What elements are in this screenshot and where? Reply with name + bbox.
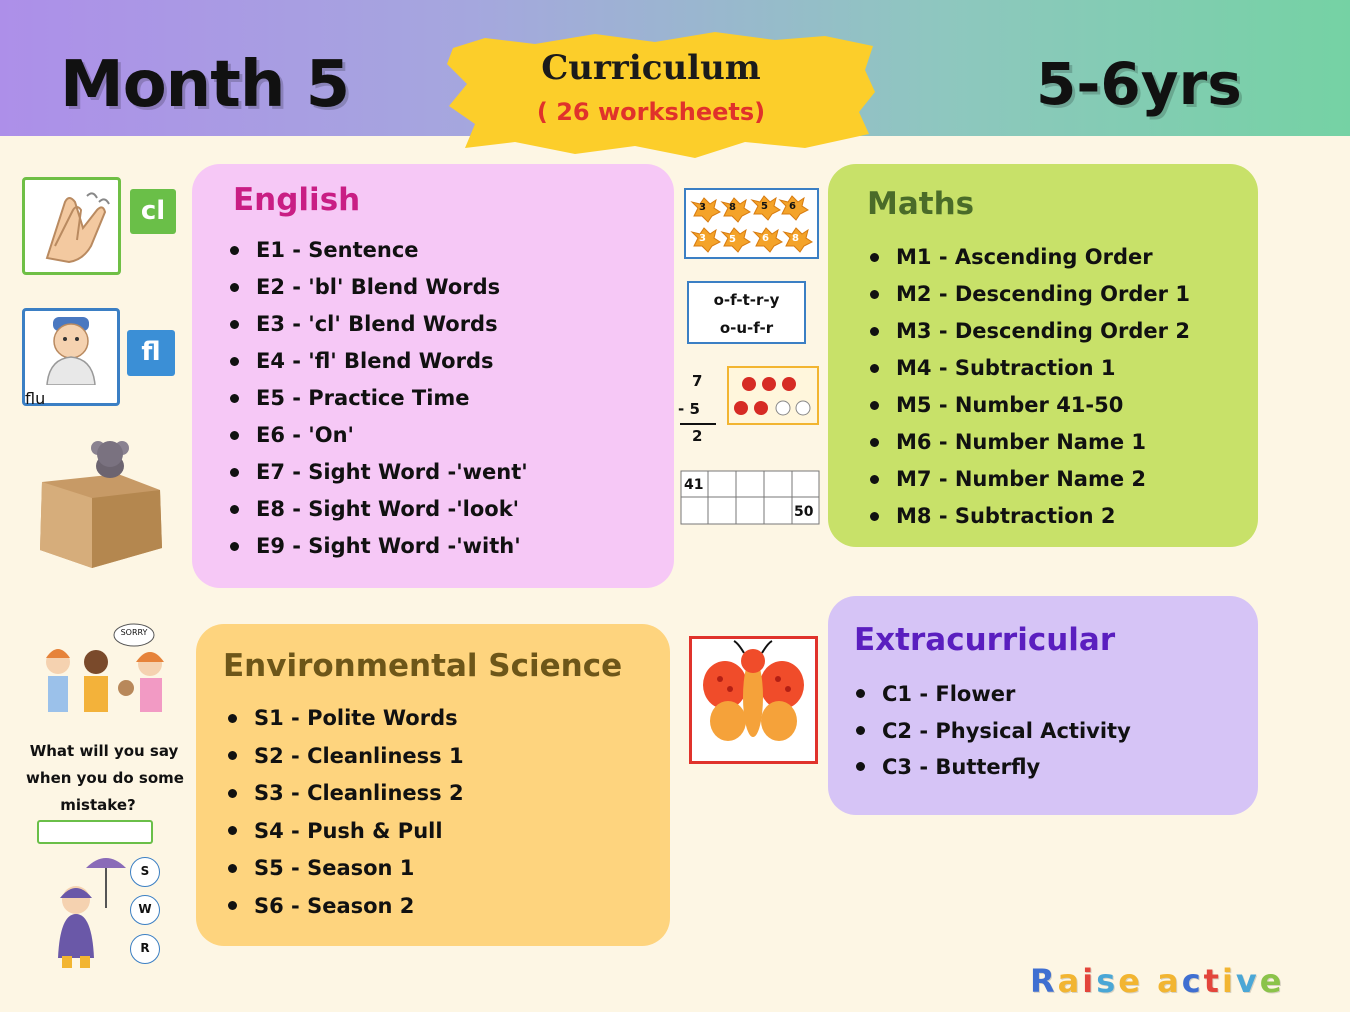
brand-logo-letter: R (1030, 962, 1058, 1000)
brand-logo-letter: e (1118, 962, 1143, 1000)
cl-letter-tile: cl (130, 189, 176, 234)
english-card (192, 164, 674, 588)
season-option-s: S (130, 857, 160, 887)
maths-item: M1 - Ascending Order (870, 239, 1190, 276)
leaf-icons (686, 190, 817, 257)
extracurricular-title: Extracurricular (854, 622, 1116, 658)
english-item: E2 - 'bl' Blend Words (230, 269, 528, 306)
sorry-bubble: SORRY (120, 628, 148, 637)
extracurricular-item: C2 - Physical Activity (856, 713, 1131, 750)
mouse-in-box-icon (36, 430, 164, 570)
subtraction-result: 2 (692, 427, 703, 445)
worksheet-count: ( 26 worksheets) (536, 98, 766, 126)
english-item: E7 - Sight Word -'went' (230, 454, 528, 491)
subtraction-top: 7 (692, 372, 703, 390)
brand-logo-letter: v (1235, 962, 1260, 1000)
maths-item: M4 - Subtraction 1 (870, 350, 1190, 387)
sick-child-icon (25, 311, 117, 385)
english-item: E4 - 'fl' Blend Words (230, 343, 528, 380)
evs-item: S6 - Season 2 (228, 888, 464, 926)
evs-item: S1 - Polite Words (228, 700, 464, 738)
evs-item: S4 - Push & Pull (228, 813, 464, 851)
brand-logo-letter: i (1082, 962, 1097, 1000)
brand-logo-letter: a (1057, 962, 1083, 1000)
extracurricular-item: C1 - Flower (856, 676, 1131, 713)
maths-item: M3 - Descending Order 2 (870, 313, 1190, 350)
maths-item: M6 - Number Name 1 (870, 424, 1190, 461)
children-sorry-icon (34, 622, 174, 740)
extracurricular-item: C3 - Butterfly (856, 749, 1131, 786)
butterfly-icon (692, 639, 815, 761)
english-list (230, 232, 528, 565)
age-label: 5-6yrs (1036, 50, 1242, 118)
child-umbrella-image (46, 848, 128, 970)
month-label: Month 5 (60, 48, 350, 122)
maths-item: M2 - Descending Order 1 (870, 276, 1190, 313)
apples-thumbnail (727, 366, 819, 425)
question-line-2: when you do some (26, 769, 184, 787)
leaf-number: 8 (729, 202, 736, 213)
brand-logo-letter: e (1259, 962, 1285, 1000)
english-title: English (233, 182, 361, 218)
jumbled-words-thumbnail (687, 281, 806, 344)
evs-item: S5 - Season 1 (228, 850, 464, 888)
jumbled-word: o-f-t-r-y (713, 291, 780, 309)
leaf-number: 5 (729, 234, 736, 245)
leaf-number: 8 (792, 233, 799, 244)
grid-start-number: 41 (684, 477, 704, 493)
maths-item: M5 - Number 41-50 (870, 387, 1190, 424)
maths-title: Maths (867, 186, 975, 222)
brand-logo-letter: t (1203, 962, 1222, 1000)
fl-letter-tile: fl (127, 330, 175, 376)
maths-card (828, 164, 1258, 547)
evs-title: Environmental Science (223, 648, 623, 684)
leaf-number: 3 (699, 233, 706, 244)
evs-card (196, 624, 670, 946)
season-option-r: R (130, 934, 160, 964)
child-with-umbrella-icon (46, 848, 128, 970)
subtraction-line (680, 423, 716, 425)
extracurricular-list (856, 676, 1131, 786)
clap-hands-image (22, 177, 121, 275)
brand-logo-letter (1143, 962, 1157, 1000)
jumbled-word: o-u-f-r (719, 319, 774, 337)
brand-logo-letter: c (1181, 962, 1204, 1000)
evs-item: S2 - Cleanliness 1 (228, 738, 464, 776)
maths-item: M7 - Number Name 2 (870, 461, 1190, 498)
butterfly-image (689, 636, 818, 764)
english-item: E6 - 'On' (230, 417, 528, 454)
flu-caption: flu (25, 389, 46, 408)
subtraction-bottom: - 5 (678, 400, 700, 418)
brand-logo-letter: i (1221, 962, 1236, 1000)
maths-item: M8 - Subtraction 2 (870, 498, 1190, 535)
kids-apology-image (34, 622, 174, 740)
english-item: E9 - Sight Word -'with' (230, 528, 528, 565)
maths-list (870, 239, 1190, 535)
brand-logo-letter: a (1157, 962, 1182, 1000)
leaf-numbers-thumbnail (684, 188, 819, 259)
english-item: E5 - Practice Time (230, 380, 528, 417)
evs-list (228, 700, 464, 925)
number-grid-thumbnail (680, 470, 820, 525)
leaf-number: 5 (761, 201, 768, 212)
flu-image (22, 308, 120, 406)
evs-item: S3 - Cleanliness 2 (228, 775, 464, 813)
brand-logo-letter: s (1096, 962, 1119, 1000)
grid-end-number: 50 (794, 504, 814, 520)
curriculum-badge (445, 30, 877, 162)
leaf-number: 6 (789, 201, 796, 212)
extracurricular-card (828, 596, 1258, 815)
curriculum-title: Curriculum (541, 48, 761, 88)
english-item: E1 - Sentence (230, 232, 528, 269)
leaf-number: 6 (762, 233, 769, 244)
answer-box (37, 820, 153, 844)
question-line-3: mistake? (60, 796, 136, 814)
leaf-number: 3 (699, 202, 706, 213)
season-option-w: W (130, 895, 160, 925)
brand-logo (1030, 962, 1284, 1000)
apple-icons (729, 368, 817, 423)
english-item: E8 - Sight Word -'look' (230, 491, 528, 528)
english-item: E3 - 'cl' Blend Words (230, 306, 528, 343)
mouse-box-image (36, 430, 164, 570)
question-line-1: What will you say (29, 742, 179, 760)
clapping-hands-icon (25, 180, 118, 272)
